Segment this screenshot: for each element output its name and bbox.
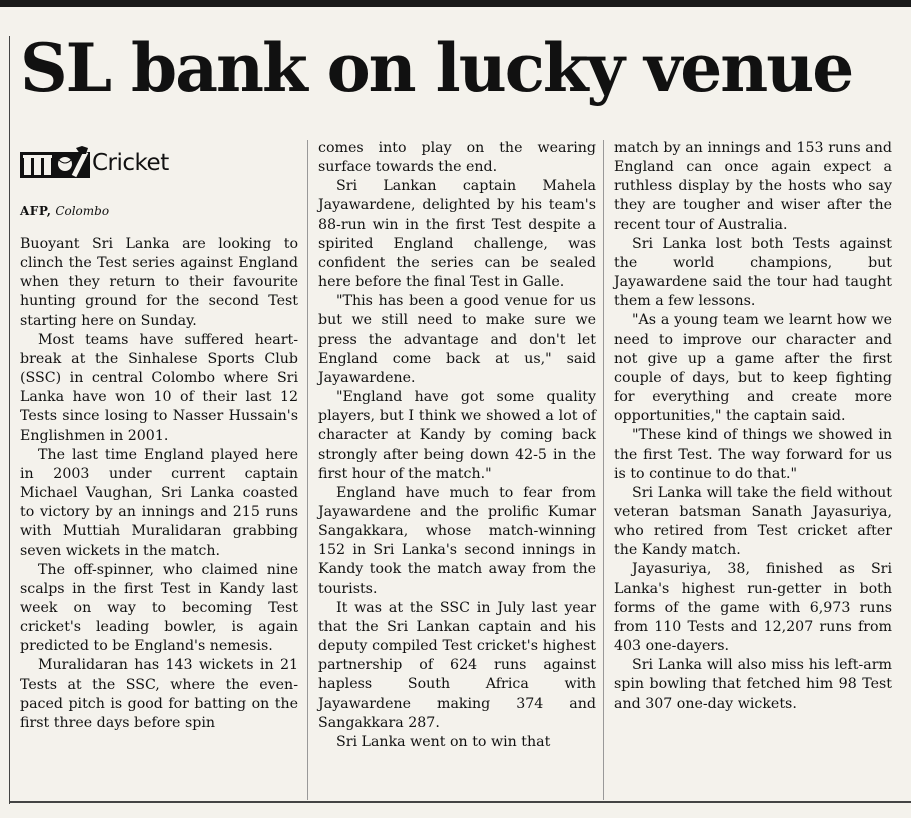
section-label: Cricket	[92, 150, 169, 176]
paragraph: England have much to fear from Jayawardene and the prolific Kumar Sangakkara, whose match-winning 152 in Sri Lanka's second innings in Kandy took the match away from the tourists.	[318, 484, 596, 597]
paragraph: match by an innings and 153 runs and England can once again expect a ruthless display by the hosts who say they are tougher and wiser after the recent tour of Australia.	[614, 140, 892, 233]
paragraph: "England have got some quality players, but I think we showed a lot of character at Kandy by coming back strongly after being down 42-5 in the first hour of the match."	[318, 389, 596, 482]
paragraph: Most teams have suffered heart-break at the Sinhalese Sports Club (SSC) in central Colombo where Sri Lanka have won 10 of their last 12 Tests since losing to Nasser Hussain's Englishmen in 2001.	[20, 331, 298, 444]
paragraph: comes into play on the wearing surface towards the end.	[318, 140, 596, 176]
paragraph: Jayasuriya, 38, finished as Sri Lanka's highest run-getter in both forms of the game with 6,973 runs from 110 Tests and 12,207 runs from 403 one-dayers.	[614, 561, 892, 655]
paragraph: Sri Lanka will take the field without veteran batsman Sanath Jayasuriya, who retired from Test cricket after the Kandy match.	[614, 484, 892, 559]
paragraph: "As a young team we learnt how we need to improve our character and not give up a game after the first couple of days, but to keep fighting for everything and create more opportunities," the captain said.	[614, 312, 892, 425]
article-column-2	[318, 139, 596, 752]
paragraph: Sri Lanka lost both Tests against the world champions, but Jayawardene said the tour had taught them a few lessons.	[614, 235, 892, 310]
left-border	[9, 36, 10, 804]
paragraph: Buoyant Sri Lanka are looking to clinch the Test series against England when they return to their favourite hunting ground for the second Test starting here on Sunday.	[20, 236, 298, 329]
byline-place: Colombo	[55, 204, 110, 218]
paragraph: The off-spinner, who claimed nine scalps in the first Test in Kandy last week on way to becoming Test cricket's leading bowler, is again predicted to be England's nemesis.	[20, 561, 298, 655]
paragraph: It was at the SSC in July last year that the Sri Lankan captain and his deputy compiled Test cricket's highest partnership of 624 runs against hapless South Africa with Jayawardene making 374 and Sangakkara 287.	[318, 599, 596, 731]
byline	[20, 204, 109, 218]
paragraph: "This has been a good venue for us but we still need to make sure we press the advantage and don't let England come back at us," said Jayawardene.	[318, 293, 596, 386]
article-column-1	[20, 235, 298, 733]
paragraph: The last time England played here in 2003 under current captain Michael Vaughan, Sri Lanka coasted to victory by an innings and 215 runs with Muttiah Muralidaran grabbing seven wickets in the match.	[20, 446, 298, 559]
paragraph: "These kind of things we showed in the first Test. The way forward for us is to continue to do that."	[614, 427, 892, 482]
byline-agency: AFP,	[20, 204, 52, 218]
top-border	[0, 0, 911, 7]
paragraph: Sri Lanka will also miss his left-arm spin bowling that fetched him 98 Test and 307 one-day wickets.	[614, 657, 892, 712]
section-kicker	[20, 146, 169, 180]
paragraph: Muralidaran has 143 wickets in 21 Tests at the SSC, where the even-paced pitch is good for batting on the first three days before spin	[20, 657, 298, 731]
column-divider	[307, 140, 308, 800]
paragraph: Sri Lanka went on to win that	[336, 733, 551, 750]
column-divider	[603, 140, 604, 800]
headline: SL bank on lucky venue	[20, 29, 853, 107]
article-column-3	[614, 139, 892, 714]
bottom-border	[9, 801, 911, 803]
paragraph: Sri Lankan captain Mahela Jayawardene, delighted by his team's 88-run win in the first Test despite a spirited England challenge, was confident the series can be sealed here before the final Test in Galle.	[318, 178, 596, 291]
cricket-bat-ball-icon	[20, 146, 90, 180]
